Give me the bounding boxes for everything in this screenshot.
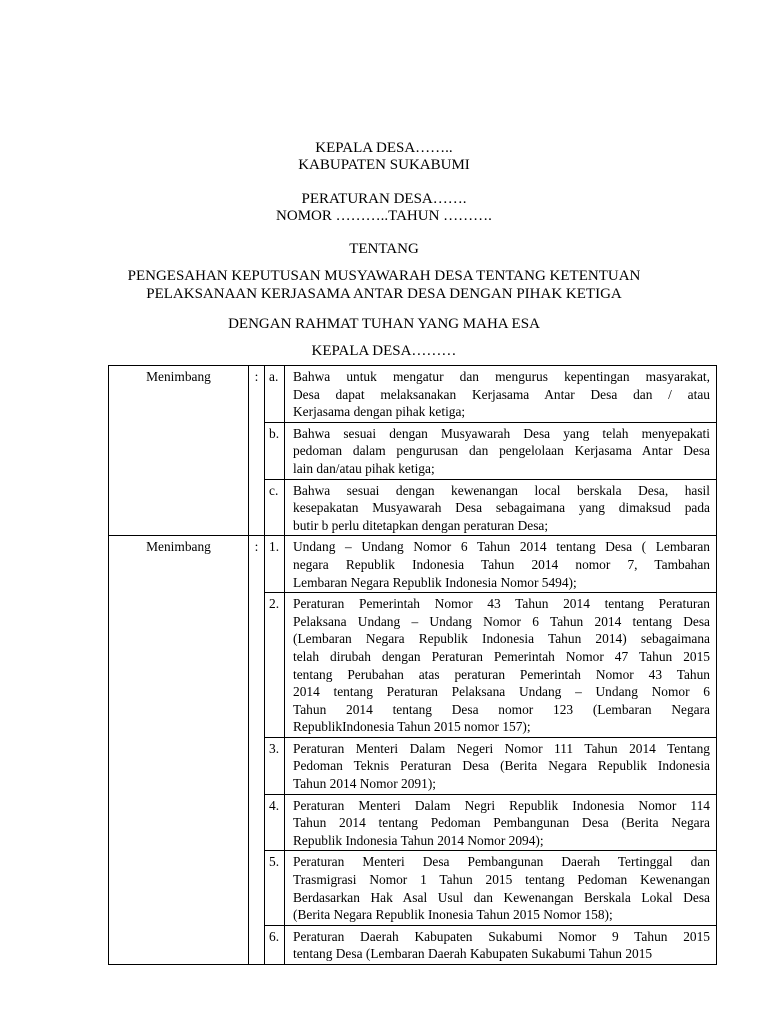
- considerations-table: [108, 365, 717, 965]
- item-text-line: Trasmigrasi Nomor 1 Tahun 2015 tentang Pedoman Kewenangan: [293, 872, 710, 888]
- item-marker: 5.: [265, 851, 285, 925]
- item-text-line: Peraturan Pemerintah Nomor 43 Tahun 2014 tentang Peraturan: [293, 596, 710, 612]
- item-text-line: Bahwa untuk mengatur dan mengurus kepentingan masyarakat,: [293, 369, 710, 384]
- item-text-line: 2014 tentang Peraturan Pelaksana Undang – Undang Nomor 6: [293, 684, 710, 700]
- item-text: [285, 794, 717, 851]
- item-text-line: Kerjasama dengan pihak ketiga;: [293, 404, 466, 420]
- item-text-line: Pedoman Teknis Peraturan Desa (Berita Negara Republik Indonesia: [293, 758, 710, 774]
- item-text-line: Bahwa sesuai dengan Musyawarah Desa yang telah menyepakati: [293, 425, 710, 441]
- header-number-year: NOMOR ………..TAHUN ……….: [276, 208, 492, 224]
- header-village-head-2: KEPALA DESA………: [311, 343, 457, 359]
- item-text: [285, 593, 717, 738]
- item-text-line: Peraturan Menteri Dalam Negeri Nomor 111 Tahun 2014 Tentang: [293, 740, 710, 756]
- item-text-line: (Berita Negara Republik Inonesia Tahun 2015 Nomor 158);: [293, 907, 613, 923]
- item-text-line: kesepakatan Musyawarah Desa sebagaimana yang dimaksud pada: [293, 500, 710, 516]
- item-text-line: telah dirubah dengan Peraturan Pemerintah Nomor 47 Tahun 2015: [293, 648, 710, 664]
- item-text-line: Bahwa sesuai dengan kewenangan local berskala Desa, hasil: [293, 482, 710, 498]
- item-text-line: tentang Perubahan atas peraturan Pemerintah Nomor 43 Tahun: [293, 666, 710, 682]
- section-colon: :: [249, 366, 265, 536]
- item-text: [285, 925, 717, 964]
- header-subject-line2: PELAKSANAAN KERJASAMA ANTAR DESA DENGAN PIHAK KETIGA: [146, 286, 622, 302]
- header-blessing: DENGAN RAHMAT TUHAN YANG MAHA ESA: [228, 316, 540, 332]
- header-subject-line1: PENGESAHAN KEPUTUSAN MUSYAWARAH DESA TENTANG KETENTUAN: [127, 268, 641, 284]
- item-text: [285, 737, 717, 794]
- header-regency: KABUPATEN SUKABUMI: [298, 157, 470, 173]
- section-label: Menimbang: [109, 366, 249, 536]
- item-text: [285, 536, 717, 593]
- item-text-line: Berdasarkan Hak Asal Usul dan Kewenangan Berskala Lokal Desa: [293, 889, 710, 905]
- item-text-line: tentang Desa (Lembaran Daerah Kabupaten Sukabumi Tahun 2015: [293, 946, 653, 962]
- item-text-line: Tahun 2014 Nomor 2091);: [293, 776, 436, 792]
- item-text: [285, 851, 717, 925]
- item-text-line: Tahun 2014 tentang Pedoman Pembangunan Desa (Berita Negara: [293, 815, 710, 831]
- header-regulation: PERATURAN DESA…….: [301, 191, 467, 207]
- item-text: [285, 366, 717, 423]
- table-row: [109, 536, 717, 593]
- item-text-line: Tahun 2014 tentang Desa nomor 123 (Lembaran Negara: [293, 701, 710, 717]
- item-marker: 1.: [265, 536, 285, 593]
- item-text-line: (Lembaran Negara Republik Indonesia Tahun 2014) sebagaimana: [293, 631, 710, 647]
- item-text-line: RepublikIndonesia Tahun 2015 nomor 157);: [293, 719, 531, 735]
- item-text-line: Peraturan Menteri Desa Pembangunan Daerah Tertinggal dan: [293, 854, 710, 870]
- header-about: TENTANG: [349, 241, 419, 257]
- item-text-line: Peraturan Daerah Kabupaten Sukabumi Nomor 9 Tahun 2015: [293, 928, 710, 944]
- item-marker: c.: [265, 479, 285, 536]
- item-marker: 6.: [265, 925, 285, 964]
- section-label: Menimbang: [109, 536, 249, 965]
- item-text-line: Peraturan Menteri Dalam Negri Republik Indonesia Nomor 114: [293, 797, 710, 813]
- section-colon: :: [249, 536, 265, 965]
- item-text: [285, 422, 717, 479]
- item-text-line: negara Republik Indonesia Tahun 2014 nomor 7, Tambahan: [293, 556, 710, 572]
- item-text-line: lain dan/atau pihak ketiga;: [293, 460, 435, 476]
- item-text-line: Republik Indonesia Tahun 2014 Nomor 2094);: [293, 832, 544, 848]
- item-text-line: butir b perlu ditetapkan dengan peraturan Desa;: [293, 517, 549, 533]
- table-row: [109, 366, 717, 423]
- item-text: [285, 479, 717, 536]
- item-marker: 4.: [265, 794, 285, 851]
- item-marker: 3.: [265, 737, 285, 794]
- header-village-head: KEPALA DESA……..: [315, 140, 453, 156]
- item-marker: a.: [265, 366, 285, 423]
- item-text-line: Desa dapat melaksanakan Kerjasama Antar Desa dan / atau: [293, 386, 710, 402]
- item-text-line: pedoman dalam pengurusan dan pengelolaan Kerjasama Antar Desa: [293, 443, 710, 459]
- item-text-line: Lembaran Negara Republik Indonesia Nomor 5494);: [293, 574, 577, 590]
- item-text-line: Undang – Undang Nomor 6 Tahun 2014 tentang Desa ( Lembaran: [293, 539, 710, 555]
- item-text-line: Pelaksana Undang – Undang Nomor 6 Tahun 2014 tentang Desa: [293, 613, 710, 629]
- item-marker: 2.: [265, 593, 285, 738]
- item-marker: b.: [265, 422, 285, 479]
